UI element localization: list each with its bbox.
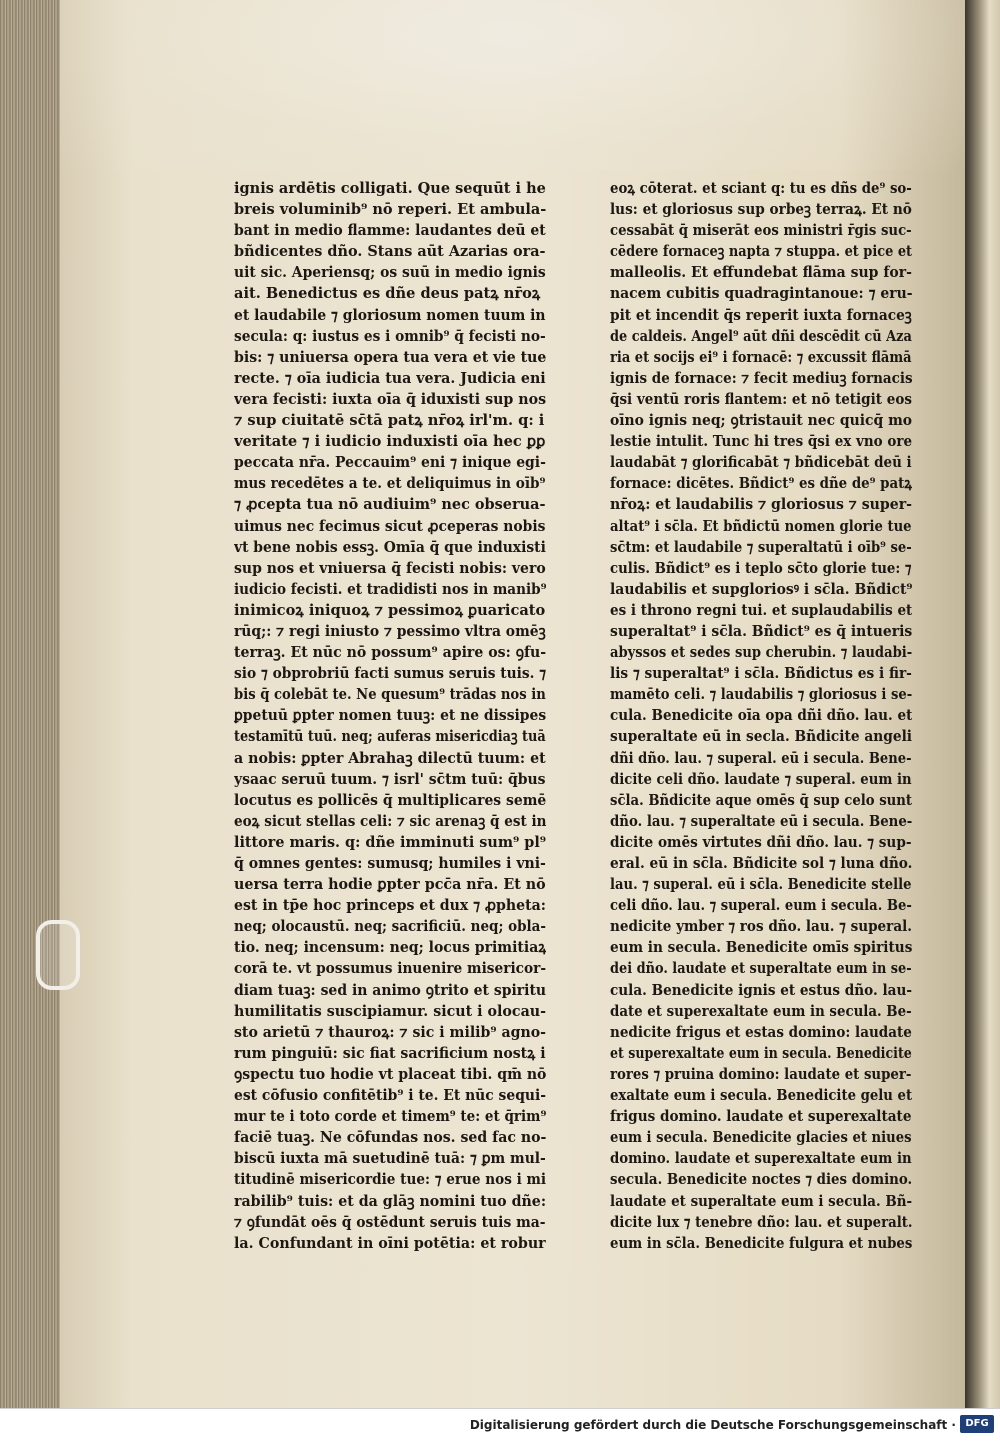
text-line: ⁊ ꝯfundāt oēs q̄ ostēdunt seruis tuis ma- [234,1213,546,1231]
text-line: uersa terra hodie ꝑpter pcc̄a nr̄a. Et nō [234,876,546,894]
text-line: exaltate eum i secula. Benedicite gelu et [610,1087,913,1105]
text-line: cula. Benedicite ignis et estus dño. lau- [610,981,912,999]
text-line: humilitatis suscipiamur. sicut i olocau- [234,1002,546,1020]
text-line: nedicite ymber ⁊ ros dño. lau. ⁊ superal. [610,918,912,936]
book-page-edges [0,0,60,1408]
text-line: locutus es pollicēs q̄ multiplicares semē [234,791,546,809]
text-line: oīno ignis neq; ꝯtristauit nec quicq̄ mo [610,412,913,430]
text-line: date et superexaltate eum in secula. Be- [610,1002,912,1020]
text-line: q̄si ventū roris flantem: et nō tetigit eos [610,390,912,408]
text-line: nacem cubitis quadragintanoue: ⁊ eru- [610,285,913,303]
text-line: superaltate eū in secla. Bñdicite angeli [610,728,913,746]
text-line: sc̄tm: et laudabile ⁊ superaltatū i oīb⁹ se- [610,538,912,556]
footer-bar [0,1408,1000,1441]
text-line: breis voluminib⁹ nō reperi. Et ambula- [234,201,547,219]
text-line: q̄ omnes gentes: sumusq; humiles i vni- [234,855,546,872]
text-line: laudate et superaltate eum i secula. Bñ- [610,1192,913,1210]
text-line: la. Confundant in oīni potētia: et robur [234,1234,546,1252]
text-line: a nobis: ꝑpter Abrahaꝫ dilectū tuum: et [234,749,546,767]
text-line: sio ⁊ obprobriū facti sumus seruis tuis. ⁊ [234,665,547,683]
text-line: ysaac seruū tuum. ⁊ isrl' sc̄tm tuū: q̄bus [234,770,546,788]
text-line: et superexaltate eum in secula. Benedicite [610,1044,912,1062]
text-line: ꝯspectu tuo hodie vt placeat tibi. qm̄ nō [234,1065,547,1083]
text-line: est cōfusio confitētib⁹ i te. Et nūc sequi- [234,1087,546,1105]
text-line: eum i secula. Benedicite glacies et niues [610,1129,912,1147]
text-line: est in tp̄e hoc princeps et dux ⁊ ꝓpheta: [234,897,546,915]
text-line: corā te. vt possumus inuenire misericor- [234,960,547,978]
text-line: nedicite frigus et estas domino: laudate [610,1023,912,1041]
text-line: lau. ⁊ superal. eū i sc̄la. Benedicite stelle [610,876,912,894]
text-line: ait. Benedictus es dñe deus patꝝ nr̄oꝝ [234,285,541,303]
text-line: lus: et gloriosus sup orbeꝫ terraꝝ. Et nō [610,201,912,219]
text-line: mus recedētes a te. et deliquimus in oīb⁹ [234,475,546,493]
dfg-logo: DFG [960,1415,994,1433]
text-line: sto arietū ⁊ thauroꝝ: ⁊ sic i milib⁹ agno- [234,1023,546,1041]
text-line: uit sic. Aperiensq; os suū in medio ignis [234,264,546,282]
text-line: eum in sc̄la. Benedicite fulgura et nubes [610,1234,913,1252]
text-line: cēdere fornaceꝫ napta ⁊ stuppa. et pice et [610,243,913,261]
text-line: terraꝫ. Et nūc nō possum⁹ apire os: ꝯfu- [234,644,547,662]
text-line: malleolis. Et effundebat flāma sup for- [610,264,912,282]
text-line: superaltat⁹ i sc̄la. Bñdict⁹ es q̄ intueris [610,622,913,640]
text-line: dei dño. laudate et superaltate eum in se- [610,960,912,978]
text-line: et laudabile ⁊ gloriosum nomen tuum in [234,306,546,324]
text-line: frigus domino. laudate et superexaltate [610,1108,912,1126]
text-line: diam tuaꝫ: sed in animo ꝯtrito et spiritu [234,981,546,999]
text-line: veritate ⁊ i iudicio induxisti oīa hec ꝑꝑ [234,433,546,451]
text-line: ignis de fornace: ⁊ fecit mediuꝫ fornacis [610,369,913,387]
text-line: sc̄la. Bñdicite aque omēs q̄ sup celo sunt [610,791,913,809]
text-line: mamēto celi. ⁊ laudabilis ⁊ gloriosus i se- [610,686,912,704]
text-line: lis ⁊ superaltat⁹ i sc̄la. Bñdictus es i fir- [610,665,912,683]
text-line: biscū iuxta mā suetudinē tuā: ⁊ ꝑm mul- [234,1150,546,1168]
text-line: peccata nr̄a. Peccauim⁹ eni ⁊ inique egi- [234,454,546,472]
text-line: rores ⁊ pruina domino: laudate et super- [610,1065,912,1083]
text-line: dicite omēs virtutes dñi dño. lau. ⁊ sup- [610,833,912,851]
text-line: eoꝝ sicut stellas celi: ⁊ sic arenaꝫ q̄ est in [234,812,547,830]
text-line: nr̄oꝝ: et laudabilis ⁊ gloriosus ⁊ super- [610,496,912,514]
text-line: pit et incendit q̄s reperit iuxta fornaceꝫ [610,306,912,324]
text-line: dicite lux ⁊ tenebre dño: lau. et superalt. [610,1213,913,1231]
text-line: fornace: dicētes. Bñdict⁹ es dñe de⁹ patꝝ [610,475,912,493]
text-line: faciē tuaꝫ. Ne cōfundas nos. sed fac no- [234,1129,547,1147]
text-line: littore maris. q: dñe imminuti sum⁹ pl⁹ [234,833,546,851]
text-line: rum pinguiū: sic fiat sacrificium nostꝝ i [234,1044,546,1062]
text-line: culis. Bñdict⁹ es i teplo sc̄to glorie tue: ⁊ [610,559,912,577]
text-line: sup nos et vniuersa q̄ fecisti nobis: vero [234,559,546,577]
text-line: neq; olocaustū. neq; sacrificiū. neq; obla- [234,918,546,936]
text-line: rabilib⁹ tuis: et da glāꝫ nomini tuo dñe: [234,1192,547,1210]
text-line: rūq;: ⁊ regi iniusto ⁊ pessimo vltra omēꝫ [234,622,546,640]
text-line: dicite celi dño. laudate ⁊ superal. eum in [610,770,912,788]
text-line: laudabāt ⁊ glorificabāt ⁊ bñdicebāt deū i [610,454,912,472]
text-line: testamītū tuū. neq; auferas misericdiaꝫ tuā [234,728,546,746]
text-line: bñdicentes dño. Stans aūt Azarias ora- [234,243,546,261]
text-line: eum in secula. Benedicite omīs spiritus [610,939,913,957]
text-line: secula. Benedicite noctes ⁊ dies domino. [610,1171,912,1189]
footer-credit: Digitalisierung gefördert durch die Deutsche Forschungsgemeinschaft · [469,1418,956,1432]
text-line: dño. lau. ⁊ superaltate eū i secula. Bene- [610,812,913,830]
text-line: tio. neq; incensum: neq; locus primitiaꝝ [234,939,546,957]
text-line: eoꝝ cōterat. et sciant q: tu es dñs de⁹ so- [610,180,912,197]
text-line: mur te i toto corde et timem⁹ te: et q̄rim⁹ [234,1108,547,1126]
text-line: de caldeis. Angel⁹ aūt dñi descēdit cū Aza [610,327,912,345]
text-line: uimus nec fecimus sicut ꝓceperas nobis [234,517,546,535]
text-column-right [610,178,912,1254]
text-line: recte. ⁊ oīa iudicia tua vera. Judicia eni [234,369,546,387]
text-line: ignis ardētis colligati. Que sequūt i he [234,180,546,197]
text-line: ria et socijs ei⁹ i fornacē: ⁊ excussit flāmā [610,348,912,366]
text-line: domino. laudate et superexaltate eum in [610,1150,912,1168]
text-line: cessabāt q̄ miserāt eos ministri r̄gis suc- [610,222,912,240]
text-line: bis: ⁊ uniuersa opera tua vera et vie tue [234,348,547,366]
text-line: laudabilis et supgloriosꝰ i sc̄la. Bñdict⁹ [610,580,913,598]
paper-clip [36,920,80,990]
text-line: abyssos et sedes sup cherubin. ⁊ laudabi- [610,644,913,662]
text-line: iudicio fecisti. et tradidisti nos in manib⁹ [234,580,547,598]
text-line: vera fecisti: iuxta oīa q̄ iduxisti sup nos [234,390,547,408]
text-line: ⁊ ꝓcepta tua nō audiuim⁹ nec obserua- [234,496,546,514]
text-line: celi dño. lau. ⁊ superal. eum i secula. Be- [610,897,912,915]
text-line: ⁊ sup ciuitatē sc̄tā patꝝ nr̄oꝝ irl'm. q: i [234,412,545,430]
text-line: altat⁹ i sc̄la. Et bñdictū nomen glorie tue [610,517,912,535]
text-line: dñi dño. lau. ⁊ superal. eū i secula. Bene- [610,749,912,767]
text-column-left [234,178,546,1254]
text-line: lestie intulit. Tunc hi tres q̄si ex vno ore [610,433,913,451]
page-stain [60,0,965,170]
text-line: titudinē misericordie tue: ⁊ erue nos i mi [234,1171,546,1189]
text-line: inimicoꝝ iniquoꝝ ⁊ pessimoꝝ ꝑuaricato [234,601,546,619]
text-line: cula. Benedicite oīa opa dñi dño. lau. et [610,707,912,725]
text-line: ꝑpetuū ꝑpter nomen tuuꝫ: et ne dissipes [234,707,546,725]
text-line: es i throno regni tui. et suplaudabilis et [610,601,912,619]
text-line: secula: q: iustus es i omnib⁹ q̄ fecisti no- [234,327,546,345]
text-line: vt bene nobis essꝫ. Omīa q̄ que induxisti [234,538,546,556]
text-line: bis q̄ colebāt te. Ne quesum⁹ trādas nos in [234,686,546,704]
text-line: eral. eū in sc̄la. Bñdicite sol ⁊ luna dño. [610,855,913,872]
facing-page-edge [965,0,1000,1408]
text-line: bant in medio flamme: laudantes deū et [234,222,546,240]
